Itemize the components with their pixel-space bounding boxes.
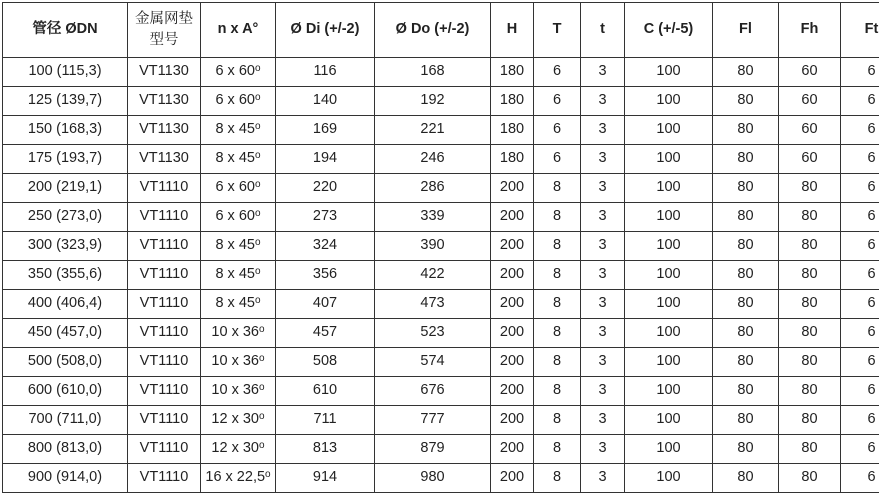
- cell-gasket-model: VT1110: [128, 232, 201, 261]
- table-row: [3, 145, 879, 174]
- cell-fh: 80: [779, 406, 841, 435]
- degree-symbol: o: [259, 324, 265, 336]
- cell-t-lower: 3: [581, 290, 625, 319]
- cell-di: 610: [276, 377, 375, 406]
- cell-di: 407: [276, 290, 375, 319]
- cell-do: 221: [375, 116, 491, 145]
- cell-t-upper: 8: [534, 406, 581, 435]
- cell-gasket-model: VT1110: [128, 261, 201, 290]
- cell-t-lower: 3: [581, 174, 625, 203]
- degree-symbol: o: [254, 295, 261, 307]
- table-row: [3, 290, 879, 319]
- cell-dn: 600 (610,0): [3, 377, 128, 406]
- cell-fl: 80: [713, 348, 779, 377]
- cell-h: 200: [491, 435, 534, 464]
- header-t-lower: t: [581, 3, 625, 58]
- cell-di: 169: [276, 116, 375, 145]
- degree-symbol: o: [259, 353, 265, 365]
- header-row: [3, 3, 879, 58]
- cell-t-upper: 6: [534, 58, 581, 87]
- cell-ft: 6: [841, 145, 879, 174]
- cell-dn: 250 (273,0): [3, 203, 128, 232]
- cell-t-upper: 8: [534, 348, 581, 377]
- cell-ft: 6: [841, 435, 879, 464]
- cell-t-upper: 6: [534, 116, 581, 145]
- cell-do: 422: [375, 261, 491, 290]
- cell-gasket-model: VT1110: [128, 319, 201, 348]
- degree-symbol: o: [254, 179, 261, 191]
- cell-t-lower: 3: [581, 87, 625, 116]
- cell-di: 813: [276, 435, 375, 464]
- cell-dn: 400 (406,4): [3, 290, 128, 319]
- cell-h: 200: [491, 261, 534, 290]
- cell-n-a: 8 x 45$^o$: [201, 145, 276, 174]
- cell-fl: 80: [713, 290, 779, 319]
- header-n-a: n x A°: [201, 3, 276, 58]
- cell-fh: 60: [779, 145, 841, 174]
- cell-h: 180: [491, 87, 534, 116]
- cell-fh: 80: [779, 377, 841, 406]
- degree-symbol: o: [265, 469, 271, 481]
- cell-fl: 80: [713, 58, 779, 87]
- cell-t-upper: 8: [534, 174, 581, 203]
- table-row: [3, 406, 879, 435]
- cell-ft: 6: [841, 232, 879, 261]
- cell-dn: 200 (219,1): [3, 174, 128, 203]
- cell-dn: 150 (168,3): [3, 116, 128, 145]
- header-t-upper: T: [534, 3, 581, 58]
- degree-symbol: o: [259, 382, 265, 394]
- cell-dn: 125 (139,7): [3, 87, 128, 116]
- cell-h: 200: [491, 203, 534, 232]
- cell-t-upper: 8: [534, 464, 581, 493]
- cell-t-upper: 8: [534, 377, 581, 406]
- cell-t-upper: 8: [534, 203, 581, 232]
- cell-di: 324: [276, 232, 375, 261]
- cell-gasket-model: VT1110: [128, 406, 201, 435]
- cell-fh: 80: [779, 174, 841, 203]
- cell-fl: 80: [713, 435, 779, 464]
- cell-c: 100: [625, 145, 713, 174]
- cell-n-a: 12 x 30$^o$: [201, 406, 276, 435]
- cell-n-a: 8 x 45$^o$: [201, 290, 276, 319]
- cell-di: 457: [276, 319, 375, 348]
- cell-dn: 800 (813,0): [3, 435, 128, 464]
- cell-n-a: 10 x 36$^o$: [201, 319, 276, 348]
- cell-t-lower: 3: [581, 348, 625, 377]
- cell-fl: 80: [713, 319, 779, 348]
- cell-dn: 900 (914,0): [3, 464, 128, 493]
- cell-di: 116: [276, 58, 375, 87]
- table-row: [3, 116, 879, 145]
- cell-h: 200: [491, 319, 534, 348]
- cell-c: 100: [625, 203, 713, 232]
- cell-t-lower: 3: [581, 261, 625, 290]
- table-row: [3, 261, 879, 290]
- cell-h: 200: [491, 406, 534, 435]
- cell-t-lower: 3: [581, 232, 625, 261]
- cell-h: 180: [491, 116, 534, 145]
- table-row: [3, 58, 879, 87]
- cell-fl: 80: [713, 203, 779, 232]
- table-row: [3, 203, 879, 232]
- cell-gasket-model: VT1110: [128, 348, 201, 377]
- cell-fh: 60: [779, 116, 841, 145]
- cell-gasket-model: VT1110: [128, 203, 201, 232]
- cell-dn: 175 (193,7): [3, 145, 128, 174]
- table-row: [3, 377, 879, 406]
- cell-t-upper: 8: [534, 290, 581, 319]
- cell-c: 100: [625, 319, 713, 348]
- cell-do: 777: [375, 406, 491, 435]
- cell-fh: 80: [779, 348, 841, 377]
- cell-n-a: 6 x 60$^o$: [201, 58, 276, 87]
- cell-n-a: 6 x 60$^o$: [201, 87, 276, 116]
- degree-symbol: o: [254, 237, 261, 249]
- cell-n-a: 8 x 45$^o$: [201, 116, 276, 145]
- cell-t-lower: 3: [581, 203, 625, 232]
- cell-gasket-model: VT1110: [128, 174, 201, 203]
- cell-t-lower: 3: [581, 319, 625, 348]
- cell-fh: 60: [779, 58, 841, 87]
- cell-gasket-model: VT1130: [128, 116, 201, 145]
- cell-do: 286: [375, 174, 491, 203]
- cell-dn: 350 (355,6): [3, 261, 128, 290]
- cell-n-a: 6 x 60$^o$: [201, 203, 276, 232]
- cell-do: 192: [375, 87, 491, 116]
- cell-n-a: 8 x 45$^o$: [201, 261, 276, 290]
- table-body: [3, 58, 879, 493]
- cell-n-a: 16 x 22,5$^o$: [201, 464, 276, 493]
- cell-n-a: 6 x 60$^o$: [201, 174, 276, 203]
- cell-t-lower: 3: [581, 377, 625, 406]
- cell-ft: 6: [841, 377, 879, 406]
- cell-di: 508: [276, 348, 375, 377]
- cell-n-a: 12 x 30$^o$: [201, 435, 276, 464]
- cell-fh: 80: [779, 319, 841, 348]
- table-row: [3, 319, 879, 348]
- cell-di: 194: [276, 145, 375, 174]
- cell-dn: 450 (457,0): [3, 319, 128, 348]
- cell-t-lower: 3: [581, 435, 625, 464]
- cell-c: 100: [625, 377, 713, 406]
- cell-fl: 80: [713, 377, 779, 406]
- table-row: [3, 348, 879, 377]
- cell-dn: 700 (711,0): [3, 406, 128, 435]
- cell-fl: 80: [713, 87, 779, 116]
- cell-gasket-model: VT1130: [128, 87, 201, 116]
- cell-fh: 60: [779, 87, 841, 116]
- cell-h: 200: [491, 290, 534, 319]
- header-ft: Ft: [841, 3, 879, 58]
- cell-di: 356: [276, 261, 375, 290]
- degree-symbol: o: [254, 63, 261, 75]
- header-c: C (+/-5): [625, 3, 713, 58]
- cell-di: 711: [276, 406, 375, 435]
- header-fl: Fl: [713, 3, 779, 58]
- cell-fh: 80: [779, 435, 841, 464]
- table-row: [3, 87, 879, 116]
- cell-h: 200: [491, 232, 534, 261]
- cell-c: 100: [625, 290, 713, 319]
- table-row: [3, 464, 879, 493]
- degree-symbol: o: [254, 208, 261, 220]
- cell-fl: 80: [713, 174, 779, 203]
- cell-fh: 80: [779, 290, 841, 319]
- cell-h: 180: [491, 145, 534, 174]
- degree-symbol: o: [254, 121, 261, 133]
- cell-do: 390: [375, 232, 491, 261]
- cell-fl: 80: [713, 145, 779, 174]
- cell-c: 100: [625, 174, 713, 203]
- cell-gasket-model: VT1110: [128, 377, 201, 406]
- cell-n-a: 10 x 36$^o$: [201, 377, 276, 406]
- cell-t-upper: 8: [534, 435, 581, 464]
- cell-dn: 100 (115,3): [3, 58, 128, 87]
- cell-fl: 80: [713, 261, 779, 290]
- cell-n-a: 8 x 45$^o$: [201, 232, 276, 261]
- cell-fh: 80: [779, 261, 841, 290]
- cell-h: 180: [491, 58, 534, 87]
- cell-gasket-model: VT1110: [128, 290, 201, 319]
- table-row: [3, 174, 879, 203]
- cell-ft: 6: [841, 464, 879, 493]
- cell-fl: 80: [713, 116, 779, 145]
- cell-t-upper: 8: [534, 232, 581, 261]
- degree-symbol: o: [254, 92, 261, 104]
- cell-do: 473: [375, 290, 491, 319]
- cell-do: 676: [375, 377, 491, 406]
- cell-t-upper: 6: [534, 145, 581, 174]
- cell-t-upper: 8: [534, 319, 581, 348]
- header-h: H: [491, 3, 534, 58]
- cell-t-lower: 3: [581, 58, 625, 87]
- cell-c: 100: [625, 87, 713, 116]
- cell-fh: 80: [779, 232, 841, 261]
- cell-fl: 80: [713, 464, 779, 493]
- cell-c: 100: [625, 435, 713, 464]
- cell-ft: 6: [841, 203, 879, 232]
- cell-h: 200: [491, 348, 534, 377]
- cell-h: 200: [491, 377, 534, 406]
- cell-ft: 6: [841, 58, 879, 87]
- cell-ft: 6: [841, 290, 879, 319]
- cell-do: 523: [375, 319, 491, 348]
- cell-h: 200: [491, 174, 534, 203]
- header-fh: Fh: [779, 3, 841, 58]
- cell-c: 100: [625, 464, 713, 493]
- cell-h: 200: [491, 464, 534, 493]
- cell-fl: 80: [713, 232, 779, 261]
- cell-ft: 6: [841, 319, 879, 348]
- cell-fl: 80: [713, 406, 779, 435]
- cell-fh: 80: [779, 203, 841, 232]
- cell-di: 220: [276, 174, 375, 203]
- cell-di: 914: [276, 464, 375, 493]
- cell-c: 100: [625, 261, 713, 290]
- cell-dn: 500 (508,0): [3, 348, 128, 377]
- cell-do: 339: [375, 203, 491, 232]
- cell-gasket-model: VT1130: [128, 145, 201, 174]
- cell-t-lower: 3: [581, 145, 625, 174]
- cell-ft: 6: [841, 261, 879, 290]
- cell-di: 140: [276, 87, 375, 116]
- cell-gasket-model: VT1110: [128, 435, 201, 464]
- cell-fh: 80: [779, 464, 841, 493]
- header-gasket-model: 金属网垫 型号: [128, 3, 201, 58]
- cell-c: 100: [625, 116, 713, 145]
- cell-t-lower: 3: [581, 116, 625, 145]
- cell-gasket-model: VT1130: [128, 58, 201, 87]
- cell-t-upper: 6: [534, 87, 581, 116]
- table-row: [3, 435, 879, 464]
- cell-c: 100: [625, 348, 713, 377]
- cell-c: 100: [625, 406, 713, 435]
- degree-symbol: o: [254, 266, 261, 278]
- degree-symbol: o: [259, 411, 265, 423]
- cell-do: 879: [375, 435, 491, 464]
- cell-ft: 6: [841, 116, 879, 145]
- header-dn: 管径 ØDN: [3, 3, 128, 58]
- cell-n-a: 10 x 36$^o$: [201, 348, 276, 377]
- cell-ft: 6: [841, 348, 879, 377]
- cell-ft: 6: [841, 406, 879, 435]
- cell-ft: 6: [841, 87, 879, 116]
- cell-do: 168: [375, 58, 491, 87]
- cell-t-upper: 8: [534, 261, 581, 290]
- header-do: Ø Do (+/-2): [375, 3, 491, 58]
- header-di: Ø Di (+/-2): [276, 3, 375, 58]
- cell-ft: 6: [841, 174, 879, 203]
- cell-c: 100: [625, 232, 713, 261]
- cell-dn: 300 (323,9): [3, 232, 128, 261]
- cell-c: 100: [625, 58, 713, 87]
- cell-gasket-model: VT1110: [128, 464, 201, 493]
- cell-do: 980: [375, 464, 491, 493]
- degree-symbol: o: [259, 440, 265, 452]
- cell-di: 273: [276, 203, 375, 232]
- cell-t-lower: 3: [581, 406, 625, 435]
- cell-do: 574: [375, 348, 491, 377]
- cell-do: 246: [375, 145, 491, 174]
- table-row: [3, 232, 879, 261]
- cell-t-lower: 3: [581, 464, 625, 493]
- gasket-spec-table: [2, 2, 879, 493]
- degree-symbol: o: [254, 150, 261, 162]
